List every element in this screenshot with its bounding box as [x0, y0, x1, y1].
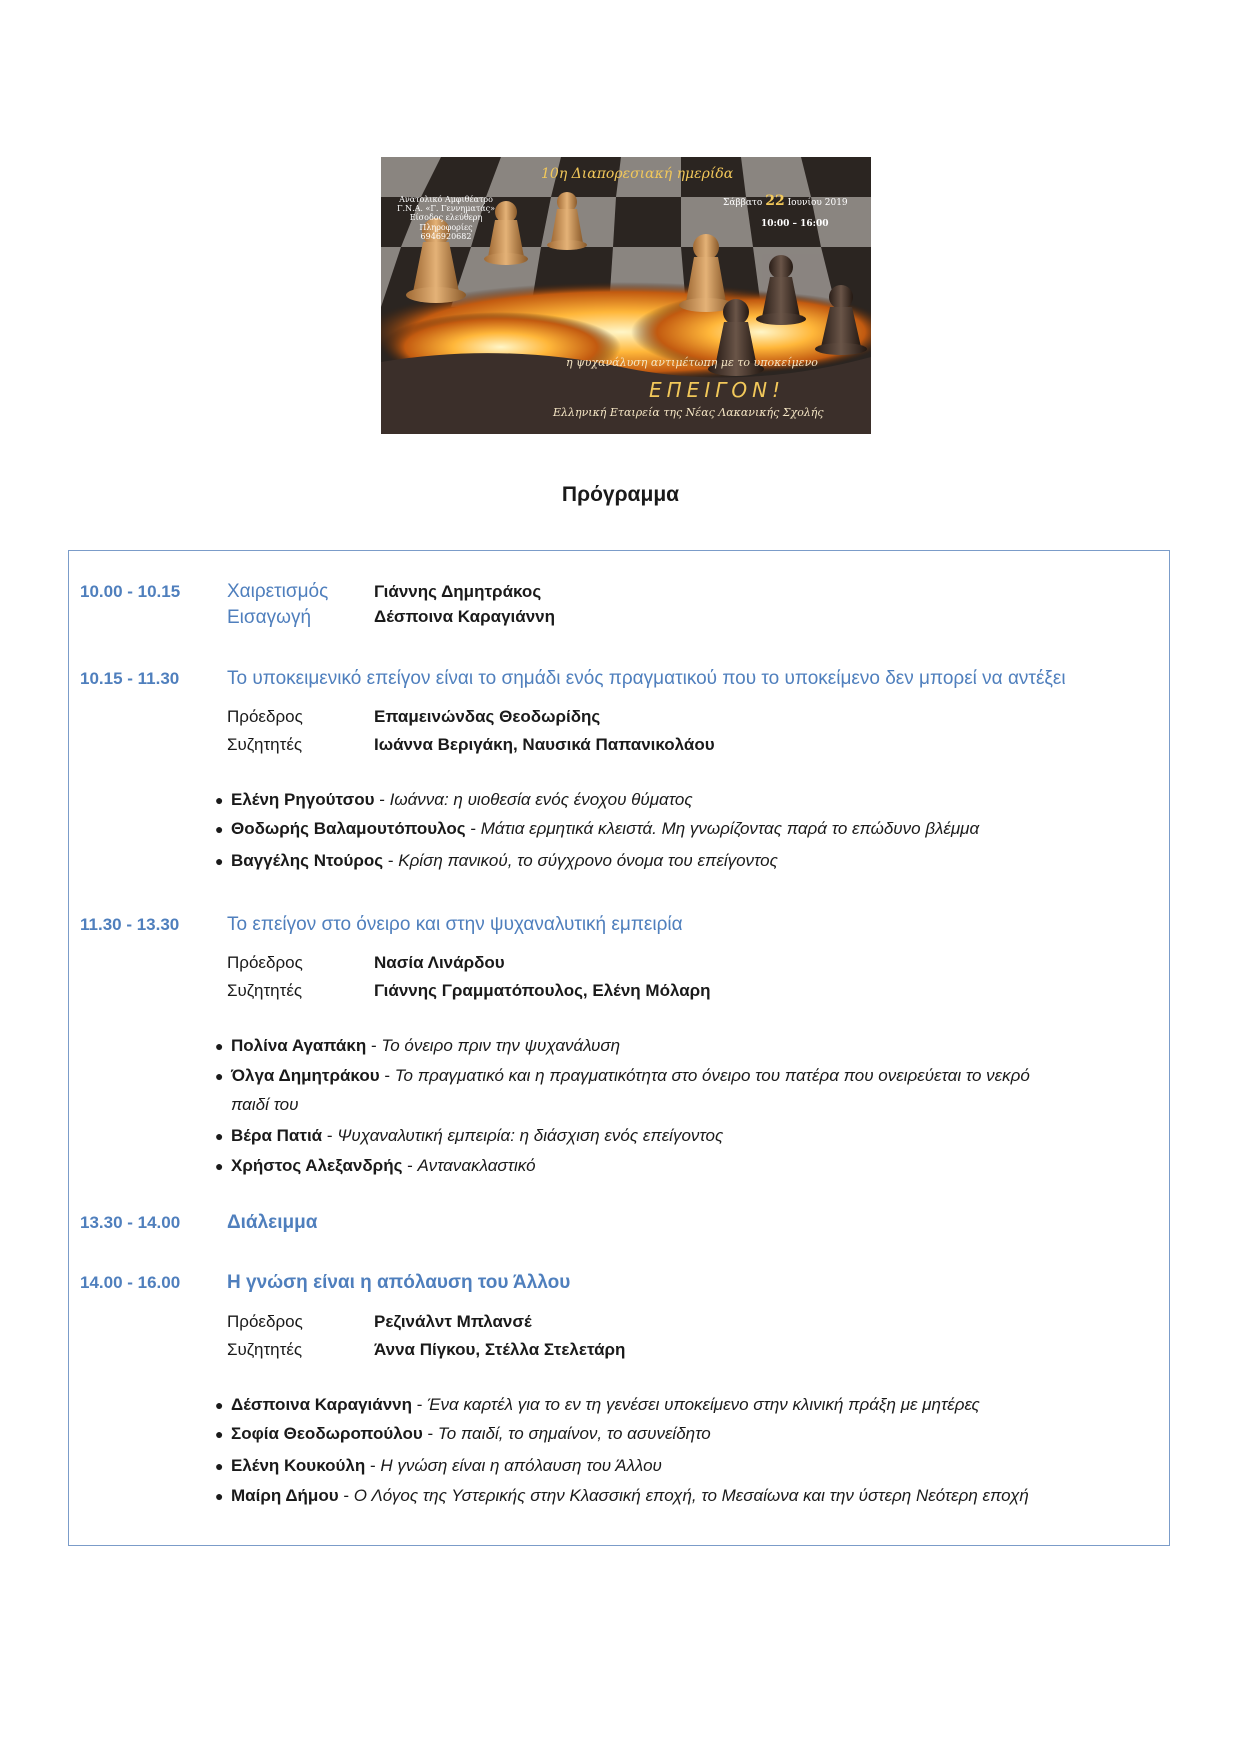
- speaker-name: Δέσποινα Καραγιάννη: [374, 607, 556, 626]
- talk-item: ● Ελένη Κουκούλη - Η γνώση είναι η απόλαυση του Άλλου: [215, 1456, 662, 1475]
- poster-society: Ελληνική Εταιρεία της Νέας Λακανικής Σχολής: [553, 406, 824, 419]
- talk-item: ● Θοδωρής Βαλαμουτόπουλος - Μάτια ερμητικά κλειστά. Μη γνωρίζοντας παρά το επώδυνο βλέμμα: [215, 819, 980, 838]
- session-time: 14.00 - 16.00: [80, 1273, 181, 1292]
- discussants-names: Ιωάννα Βεριγάκη, Ναυσικά Παπανικολάου: [374, 735, 715, 754]
- discussants-names: Άννα Πίγκου, Στέλλα Στελετάρη: [374, 1340, 626, 1359]
- session-title: Εισαγωγή: [227, 607, 312, 628]
- session-title: Το υποκειμενικό επείγον είναι το σημάδι ενός πραγματικού που το υποκείμενο δεν μπορεί να αντέξει: [227, 668, 1066, 689]
- poster-date: Σάββατο 22 Ιουνίου 2019: [723, 193, 848, 209]
- talk-item: ● Όλγα Δημητράκου - Το πραγματικό και η πραγματικότητα στο όνειρο του πατέρα που ονειρεύεται το νεκρό: [215, 1066, 1030, 1085]
- talk-item: ● Δέσποινα Καραγιάννη - Ένα καρτέλ για το εν τη γενέσει υποκείμενο στην κλινική πράξη με μητέρες: [215, 1395, 980, 1414]
- session-title: Χαιρετισμός: [227, 581, 329, 602]
- discussants-label: Συζητητές: [227, 735, 303, 754]
- chair-label: Πρόεδρος: [227, 1312, 303, 1331]
- chair-label: Πρόεδρος: [227, 953, 303, 972]
- talk-item: ● Χρήστος Αλεξανδρής - Αντανακλαστικό: [215, 1156, 536, 1175]
- session-title: Το επείγον στο όνειρο και στην ψυχαναλυτική εμπειρία: [227, 914, 683, 935]
- talk-item: ● Ελένη Ρηγούτσου - Ιωάννα: η υιοθεσία ενός ένοχου θύματος: [215, 790, 693, 809]
- chair-label: Πρόεδρος: [227, 707, 303, 726]
- document-title: Πρόγραμμα: [561, 483, 680, 506]
- talk-item: ● Βέρα Πατιά - Ψυχαναλυτική εμπειρία: η διάσχιση ενός επείγοντος: [215, 1126, 724, 1145]
- speaker-name: Γιάννης Δημητράκος: [374, 582, 542, 601]
- session-time: 13.30 - 14.00: [80, 1213, 181, 1232]
- discussants-label: Συζητητές: [227, 1340, 303, 1359]
- session-time: 11.30 - 13.30: [80, 915, 180, 934]
- talk-item: ● Σοφία Θεοδωροπούλου - Το παιδί, το σημαίνον, το ασυνείδητο: [215, 1424, 711, 1443]
- session-title: Η γνώση είναι η απόλαυση του Άλλου: [227, 1272, 571, 1293]
- poster-venue: Ανατολικό Αμφιθέατρο Γ.Ν.Α. «Γ. Γεννηματάς» Είσοδος ελεύθερη Πληροφορίες 6946920682: [396, 195, 496, 241]
- poster-tagline: η ψυχανάλυση αντιμέτωπη με το υποκείμενο: [566, 356, 818, 369]
- chair-name: Ρεζινάλντ Μπλανσέ: [374, 1312, 532, 1331]
- talk-item: ● Μαίρη Δήμου - Ο Λόγος της Υστερικής στην Κλασσική εποχή, το Μεσαίωνα και την ύστερη Νεότερη εποχή: [215, 1486, 1029, 1505]
- chair-name: Επαμεινώνδας Θεοδωρίδης: [374, 707, 601, 726]
- session-title: Διάλειμμα: [227, 1212, 318, 1233]
- poster-time: 10:00 – 16:00: [761, 219, 829, 229]
- poster-big-word: ΕΠΕΙΓΟΝ!: [649, 378, 786, 402]
- talk-item: ● Πολίνα Αγαπάκη - Το όνειρο πριν την ψυχανάλυση: [215, 1036, 621, 1055]
- session-time: 10.00 - 10.15: [80, 582, 181, 601]
- chair-name: Νασία Λινάρδου: [374, 953, 505, 972]
- session-time: 10.15 - 11.30: [80, 669, 180, 688]
- discussants-names: Γιάννης Γραμματόπουλος, Ελένη Μόλαρη: [374, 981, 711, 1000]
- talk-item: ● Βαγγέλης Ντούρος - Κρίση πανικού, το σύγχρονο όνομα του επείγοντος: [215, 851, 778, 870]
- discussants-label: Συζητητές: [227, 981, 303, 1000]
- poster-header: 10η Διαπορεσιακή ημερίδα: [541, 166, 734, 182]
- event-poster: [381, 157, 871, 434]
- talk-item-continuation: παιδί του: [231, 1095, 299, 1114]
